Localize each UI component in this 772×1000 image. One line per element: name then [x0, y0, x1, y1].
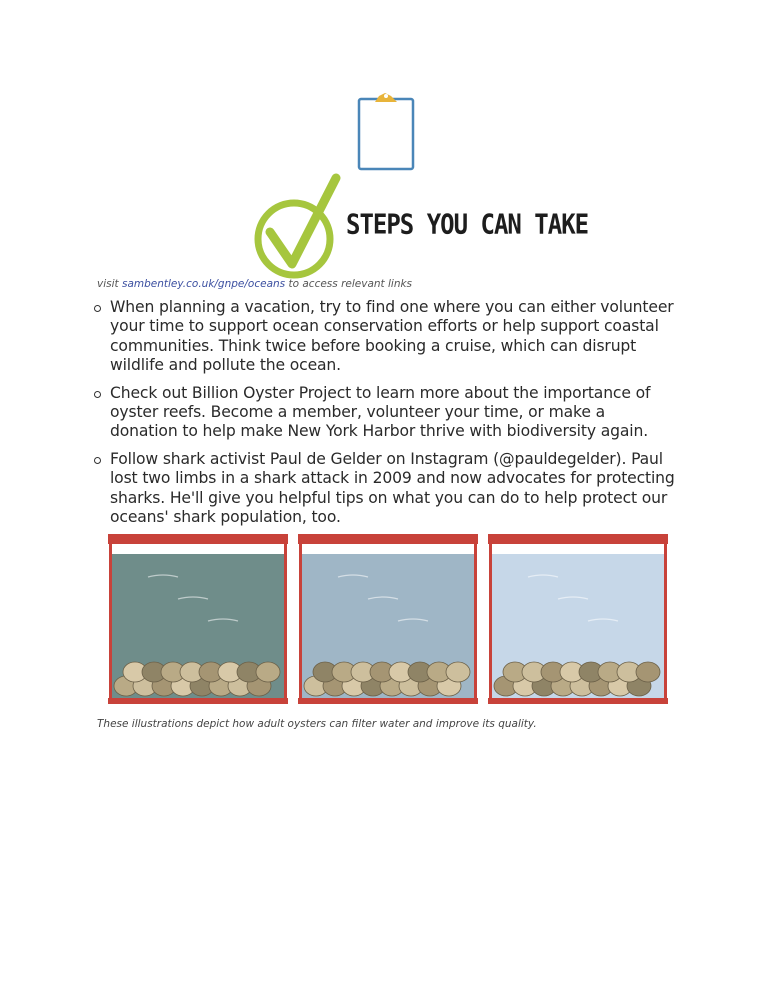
resource-note-suffix: to access relevant links: [285, 278, 413, 290]
oyster-tanks-illustration: [108, 532, 670, 710]
checkmark-circle-icon: [250, 172, 342, 282]
tank-frame-bottom: [108, 698, 288, 704]
tank-frame-left: [489, 534, 492, 704]
bullet-icon: [94, 391, 101, 398]
tank-frame-bottom: [488, 698, 668, 704]
illustration-caption: These illustrations depict how adult oysters can filter water and improve its quality.: [97, 718, 537, 730]
oyster-shell: [446, 662, 470, 682]
tank-frame-right: [474, 534, 477, 704]
clipboard-icon: [355, 90, 417, 172]
oyster-tank: [488, 534, 668, 704]
tank-frame-top: [108, 534, 288, 544]
resource-link[interactable]: sambentley.co.uk/gnpe/oceans: [121, 278, 286, 290]
tank-frame-bottom: [298, 698, 478, 704]
tank-frame-right: [664, 534, 667, 704]
section-title: STEPS YOU CAN TAKE: [346, 208, 589, 241]
resource-note: [97, 278, 412, 290]
step-item: [92, 450, 677, 527]
tank-frame-top: [488, 534, 668, 544]
step-text: When planning a vacation, try to find one where you can either volunteer your time to support ocean conservation efforts or help support coastal communities. Think twice before booking a cruise, which can disrupt wildlife and pollute the ocean.: [110, 298, 674, 374]
oyster-tank: [298, 534, 478, 704]
tank-frame-left: [299, 534, 302, 704]
tank-frame-left: [109, 534, 112, 704]
tank-frame-top: [298, 534, 478, 544]
step-text: Check out Billion Oyster Project to learn more about the importance of oyster reefs. Become a member, volunteer your time, or make a donation to help make New York Harbor thrive with biodiversity again.: [110, 383, 651, 441]
steps-list: [92, 298, 677, 536]
bullet-icon: [94, 305, 101, 312]
tank-frame-right: [284, 534, 287, 704]
oyster-shell: [636, 662, 660, 682]
step-item: [92, 384, 677, 442]
bullet-icon: [94, 457, 101, 464]
resource-note-prefix: visit: [97, 278, 122, 290]
step-text: Follow shark activist Paul de Gelder on Instagram (@pauldegelder). Paul lost two limbs in a shark attack in 2009 and now advocates for protecting sharks. He'll give you helpful tips on what you can do to help protect our oceans' shark population, too.: [110, 450, 675, 526]
step-item: [92, 298, 677, 375]
oyster-tank: [108, 534, 288, 704]
oyster-shell: [256, 662, 280, 682]
